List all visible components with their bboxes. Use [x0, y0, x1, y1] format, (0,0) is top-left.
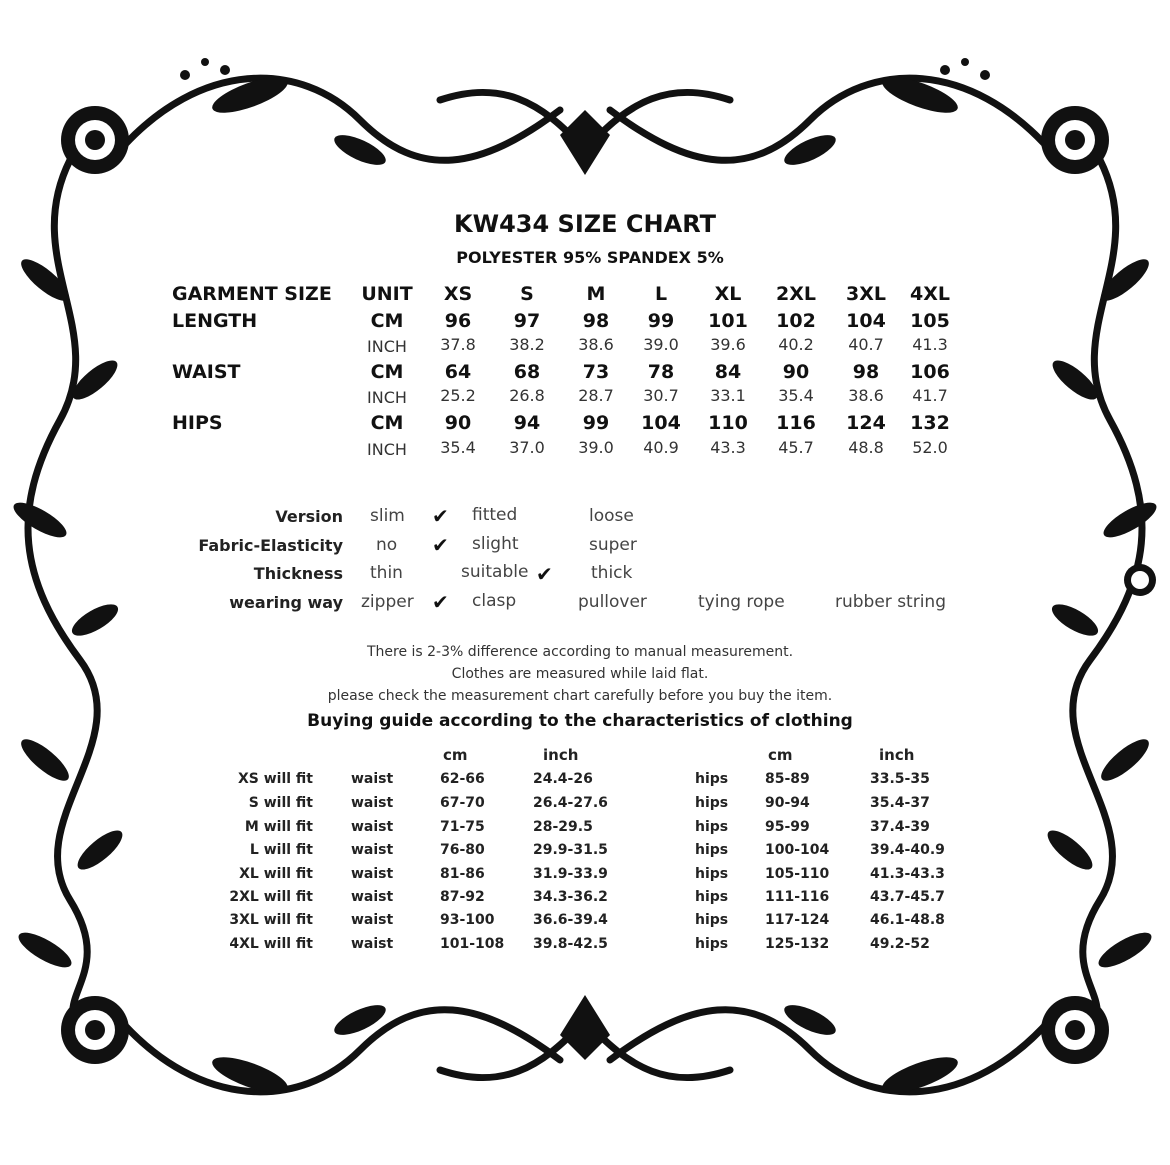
checkmark-icon: ✔: [432, 590, 449, 614]
guide-hips-cm: 100-104: [765, 842, 830, 858]
option-thin: thin: [370, 563, 403, 583]
guide-hips-cm: 105-110: [765, 866, 830, 882]
guide-hips-inch: 33.5-35: [870, 771, 930, 787]
guide-hips-inch: 46.1-48.8: [870, 912, 945, 928]
guide-waist-inch: 39.8-42.5: [533, 936, 608, 952]
option-suitable: suitable: [461, 562, 529, 582]
guide-waist-cm: 101-108: [440, 936, 505, 952]
guide-fit-s: S will fit: [248, 795, 313, 811]
guide-header-cm-hips: cm: [768, 746, 793, 764]
buying-guide-title: Buying guide according to the characteristics of clothing: [307, 711, 853, 731]
checkmark-icon: ✔: [432, 533, 449, 557]
guide-waist-cm: 67-70: [440, 795, 485, 811]
guide-header-inch-hips: inch: [879, 746, 915, 764]
guide-hips-cm: 90-94: [765, 795, 810, 811]
waist-cm-l: 78: [647, 361, 675, 383]
waist-inch-3xl: 38.6: [848, 386, 884, 405]
guide-hips-inch: 49.2-52: [870, 936, 930, 952]
guide-header-cm: cm: [443, 746, 468, 764]
hips-cm-l: 104: [641, 412, 681, 434]
hips-inch-s: 37.0: [509, 438, 545, 457]
guide-waist-inch: 36.6-39.4: [533, 912, 608, 928]
attr-label-wearing-way: wearing way: [229, 593, 343, 612]
length-inch-xs: 37.8: [440, 335, 476, 354]
guide-hips-cm: 125-132: [765, 936, 830, 952]
length-inch-m: 38.6: [578, 335, 614, 354]
guide-hips-cm: 95-99: [765, 819, 810, 835]
attr-label-thickness: Thickness: [253, 564, 343, 583]
option-slight: slight: [472, 534, 519, 554]
option-fitted: fitted: [472, 505, 518, 525]
attr-label-version: Version: [275, 507, 343, 526]
hips-inch-2xl: 45.7: [778, 438, 814, 457]
guide-waist-cm: 76-80: [440, 842, 485, 858]
size-header-4xl: 4XL: [910, 283, 950, 305]
waist-cm-xl: 84: [714, 361, 742, 383]
guide-fit-3xl: 3XL will fit: [229, 912, 313, 928]
fabric-composition: POLYESTER 95% SPANDEX 5%: [456, 248, 724, 267]
hips-inch-3xl: 48.8: [848, 438, 884, 457]
checkmark-icon: ✔: [432, 504, 449, 528]
hips-inch-xl: 43.3: [710, 438, 746, 457]
row-label-waist: WAIST: [172, 361, 241, 383]
hips-cm-4xl: 132: [910, 412, 950, 434]
guide-fit-4xl: 4XL will fit: [229, 936, 313, 952]
unit-header: UNIT: [361, 283, 413, 305]
guide-waist-label: waist: [351, 936, 394, 952]
length-inch-s: 38.2: [509, 335, 545, 354]
guide-waist-inch: 31.9-33.9: [533, 866, 608, 882]
size-header-s: S: [520, 283, 534, 305]
note-measurement-difference: There is 2-3% difference according to manual measurement.: [366, 644, 794, 660]
option-thick: thick: [591, 563, 633, 583]
waist-inch-4xl: 41.7: [912, 386, 948, 405]
hips-inch-4xl: 52.0: [912, 438, 948, 457]
length-cm-l: 99: [647, 310, 675, 332]
row-label-hips: HIPS: [172, 412, 223, 434]
guide-fit-2xl: 2XL will fit: [229, 889, 313, 905]
guide-waist-label: waist: [351, 771, 394, 787]
hips-cm-xs: 90: [444, 412, 472, 434]
guide-waist-cm: 81-86: [440, 866, 485, 882]
length-inch-xl: 39.6: [710, 335, 746, 354]
option-slim: slim: [370, 506, 405, 526]
length-inch-2xl: 40.2: [778, 335, 814, 354]
page-title: KW434 SIZE CHART: [454, 210, 716, 238]
guide-waist-label: waist: [351, 866, 394, 882]
waist-cm-3xl: 98: [852, 361, 880, 383]
guide-hips-cm: 85-89: [765, 771, 810, 787]
length-cm-xs: 96: [444, 310, 472, 332]
waist-cm-xs: 64: [444, 361, 472, 383]
size-header-m: M: [586, 283, 606, 305]
waist-inch-m: 28.7: [578, 386, 614, 405]
unit-inch: INCH: [367, 388, 407, 407]
hips-cm-m: 99: [582, 412, 610, 434]
length-inch-3xl: 40.7: [848, 335, 884, 354]
option-pullover: pullover: [578, 592, 647, 612]
note-check-chart: please check the measurement chart carefully before you buy the item.: [327, 688, 833, 704]
option-tying-rope: tying rope: [698, 592, 785, 612]
hips-cm-3xl: 124: [846, 412, 886, 434]
guide-waist-label: waist: [351, 795, 394, 811]
guide-hips-label: hips: [695, 795, 729, 811]
unit-cm: CM: [370, 310, 404, 332]
guide-hips-cm: 117-124: [765, 912, 830, 928]
length-cm-m: 98: [582, 310, 610, 332]
guide-waist-label: waist: [351, 889, 394, 905]
length-cm-2xl: 102: [776, 310, 816, 332]
guide-waist-label: waist: [351, 842, 394, 858]
guide-hips-label: hips: [695, 866, 729, 882]
guide-hips-label: hips: [695, 771, 729, 787]
waist-cm-m: 73: [582, 361, 610, 383]
guide-waist-cm: 87-92: [440, 889, 485, 905]
option-zipper: zipper: [361, 592, 414, 612]
guide-hips-label: hips: [695, 936, 729, 952]
guide-waist-label: waist: [351, 819, 394, 835]
size-header-l: L: [654, 283, 668, 305]
size-header-3xl: 3XL: [846, 283, 886, 305]
garment-size-header: GARMENT SIZE: [172, 283, 332, 305]
hips-cm-2xl: 116: [776, 412, 816, 434]
guide-waist-cm: 71-75: [440, 819, 485, 835]
guide-fit-m: M will fit: [244, 819, 313, 835]
waist-inch-xs: 25.2: [440, 386, 476, 405]
size-header-2xl: 2XL: [776, 283, 816, 305]
guide-hips-label: hips: [695, 842, 729, 858]
guide-fit-xs: XS will fit: [237, 771, 313, 787]
unit-cm: CM: [370, 361, 404, 383]
guide-fit-xl: XL will fit: [239, 866, 313, 882]
hips-cm-xl: 110: [708, 412, 748, 434]
checkmark-icon: ✔: [536, 562, 553, 586]
guide-waist-inch: 28-29.5: [533, 819, 593, 835]
guide-waist-inch: 24.4-26: [533, 771, 593, 787]
hips-inch-m: 39.0: [578, 438, 614, 457]
size-header-xs: XS: [443, 283, 473, 305]
guide-waist-cm: 93-100: [440, 912, 495, 928]
guide-hips-inch: 37.4-39: [870, 819, 930, 835]
attr-label-fabric-elasticity: Fabric-Elasticity: [198, 536, 343, 555]
guide-waist-cm: 62-66: [440, 771, 485, 787]
unit-inch: INCH: [367, 337, 407, 356]
option-super: super: [589, 535, 637, 555]
waist-cm-2xl: 90: [782, 361, 810, 383]
size-header-xl: XL: [714, 283, 742, 305]
guide-hips-label: hips: [695, 819, 729, 835]
guide-hips-label: hips: [695, 889, 729, 905]
guide-waist-label: waist: [351, 912, 394, 928]
waist-cm-s: 68: [513, 361, 541, 383]
guide-hips-inch: 43.7-45.7: [870, 889, 945, 905]
row-label-length: LENGTH: [172, 310, 258, 332]
guide-header-inch: inch: [543, 746, 579, 764]
waist-inch-2xl: 35.4: [778, 386, 814, 405]
hips-inch-l: 40.9: [643, 438, 679, 457]
option-loose: loose: [589, 506, 634, 526]
guide-waist-inch: 34.3-36.2: [533, 889, 608, 905]
guide-waist-inch: 26.4-27.6: [533, 795, 608, 811]
length-cm-3xl: 104: [846, 310, 886, 332]
waist-inch-l: 30.7: [643, 386, 679, 405]
guide-hips-inch: 39.4-40.9: [870, 842, 945, 858]
hips-inch-xs: 35.4: [440, 438, 476, 457]
option-clasp: clasp: [472, 591, 517, 611]
length-cm-xl: 101: [708, 310, 748, 332]
guide-hips-label: hips: [695, 912, 729, 928]
length-cm-4xl: 105: [910, 310, 950, 332]
option-rubber-string: rubber string: [835, 592, 946, 612]
guide-hips-inch: 41.3-43.3: [870, 866, 945, 882]
unit-inch: INCH: [367, 440, 407, 459]
guide-waist-inch: 29.9-31.5: [533, 842, 608, 858]
guide-fit-l: L will fit: [249, 842, 313, 858]
guide-hips-inch: 35.4-37: [870, 795, 930, 811]
unit-cm: CM: [370, 412, 404, 434]
waist-inch-s: 26.8: [509, 386, 545, 405]
option-no: no: [376, 535, 398, 555]
note-laid-flat: Clothes are measured while laid flat.: [451, 666, 709, 682]
guide-hips-cm: 111-116: [765, 889, 830, 905]
length-inch-l: 39.0: [643, 335, 679, 354]
length-cm-s: 97: [513, 310, 541, 332]
waist-inch-xl: 33.1: [710, 386, 746, 405]
waist-cm-4xl: 106: [910, 361, 950, 383]
hips-cm-s: 94: [513, 412, 541, 434]
length-inch-4xl: 41.3: [912, 335, 948, 354]
